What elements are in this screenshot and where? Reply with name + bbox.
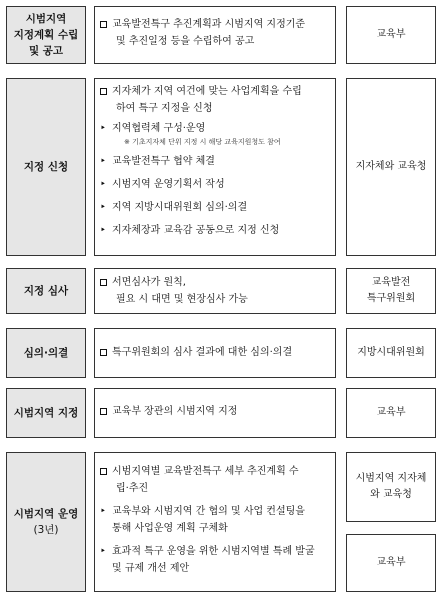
item-text-cont: 하여 특구 지정을 신청 — [116, 103, 213, 114]
item-text-cont: 통해 사업운영 계획 구체화 — [112, 523, 228, 534]
responsible-operation-ministry — [346, 534, 436, 592]
responsible-label: 지자체와 교육청 — [355, 161, 427, 172]
item-text: 서면심사가 원칙, — [112, 277, 186, 288]
item-text: 지역 지방시대위원회 심의·의결 — [112, 202, 248, 213]
item-text: 교육발전특구 협약 체결 — [112, 156, 215, 167]
list-item — [100, 199, 329, 216]
list-item — [100, 16, 329, 50]
item-text-cont: 및 규제 개선 제안 — [112, 563, 190, 574]
item-text: 교육발전특구 추진계획과 시범지역 지정기준 — [112, 19, 306, 30]
square-bullet-icon — [100, 21, 107, 28]
item-text: 교육부와 시범지역 간 협의 및 사업 컨설팅을 — [112, 506, 305, 517]
responsible-label: 와 교육청 — [370, 489, 412, 500]
arrow-bullet-icon: ‣ — [100, 506, 106, 517]
content-review — [94, 268, 336, 314]
stage-label-line: 시범지역 운영 — [13, 508, 79, 520]
list-item — [100, 503, 329, 537]
responsible-application — [346, 78, 436, 256]
item-text: 교육부 장관의 시범지역 지정 — [112, 406, 238, 417]
item-text: 특구위원회의 심사 결과에 대한 심의·의결 — [112, 347, 293, 358]
responsible-label: 지방시대위원회 — [357, 347, 425, 358]
content-application — [94, 78, 336, 256]
item-text: 지역협력체 구성·운영 — [112, 123, 206, 134]
arrow-bullet-icon: ‣ — [100, 123, 106, 134]
list-item — [100, 153, 329, 170]
responsible-plan-announcement — [346, 6, 436, 64]
square-bullet-icon — [100, 279, 107, 286]
responsible-label: 교육부 — [376, 29, 406, 40]
arrow-bullet-icon: ‣ — [100, 156, 106, 167]
responsible-operation-local — [346, 452, 436, 522]
item-text: 효과적 특구 운영을 위한 시범지역별 특례 발굴 — [112, 546, 315, 557]
item-text: 시범지역별 교육발전특구 세부 추진계획 수 — [112, 466, 299, 477]
responsible-deliberation — [346, 328, 436, 378]
responsible-label: 교육부 — [376, 557, 406, 568]
square-bullet-icon — [100, 349, 107, 356]
item-text: 지자체장과 교육감 공동으로 지정 신청 — [112, 225, 280, 236]
content-designation — [94, 388, 336, 438]
arrow-bullet-icon: ‣ — [100, 202, 106, 213]
responsible-designation — [346, 388, 436, 438]
item-text-cont: 립·추진 — [116, 483, 149, 494]
list-item — [100, 83, 329, 117]
list-item — [100, 463, 329, 497]
content-deliberation — [94, 328, 336, 378]
arrow-bullet-icon: ‣ — [100, 546, 106, 557]
responsible-label: 교육부 — [376, 407, 406, 418]
arrow-bullet-icon: ‣ — [100, 225, 106, 236]
item-text: 시범지역 운영기획서 작성 — [112, 179, 225, 190]
stage-label-line: 시범지역 — [25, 13, 67, 25]
stage-label-line: 시범지역 지정 — [13, 407, 79, 419]
list-item — [100, 344, 329, 361]
item-text-cont: 필요 시 대면 및 현장심사 가능 — [116, 294, 248, 305]
item-text: 지자체가 지역 여건에 맞는 사업계획을 수립 — [112, 86, 302, 97]
stage-application — [6, 78, 86, 256]
list-item — [100, 274, 329, 308]
stage-label-line: 지정계획 수립 — [13, 29, 79, 41]
responsible-review — [346, 268, 436, 314]
stage-deliberation — [6, 328, 86, 378]
responsible-label: 특구위원회 — [366, 293, 416, 304]
list-item — [100, 403, 329, 420]
stage-label-line: 지정 신청 — [23, 161, 69, 173]
stage-review — [6, 268, 86, 314]
arrow-bullet-icon: ‣ — [100, 179, 106, 190]
responsible-label: 시범지역 지자체 — [355, 473, 427, 484]
item-note: ※ 기초지자체 단위 지정 시 해당 교육지원청도 참여 — [124, 138, 281, 146]
list-item — [100, 222, 329, 239]
stage-designation — [6, 388, 86, 438]
content-operation — [94, 452, 336, 592]
stage-label-line: 심의·의결 — [23, 347, 69, 359]
stage-plan-announcement — [6, 6, 86, 64]
responsible-label: 교육발전 — [371, 277, 411, 288]
list-item — [100, 120, 329, 147]
list-item — [100, 176, 329, 193]
list-item — [100, 543, 329, 577]
stage-label-line: 지정 심사 — [23, 285, 69, 297]
item-text-cont: 및 추진일정 등을 수립하여 공고 — [116, 36, 255, 47]
stage-operation — [6, 452, 86, 592]
square-bullet-icon — [100, 408, 107, 415]
stage-label-line: 및 공고 — [28, 45, 64, 57]
stage-label-line: (3년) — [33, 524, 59, 536]
content-plan-announcement — [94, 6, 336, 64]
square-bullet-icon — [100, 88, 107, 95]
square-bullet-icon — [100, 468, 107, 475]
